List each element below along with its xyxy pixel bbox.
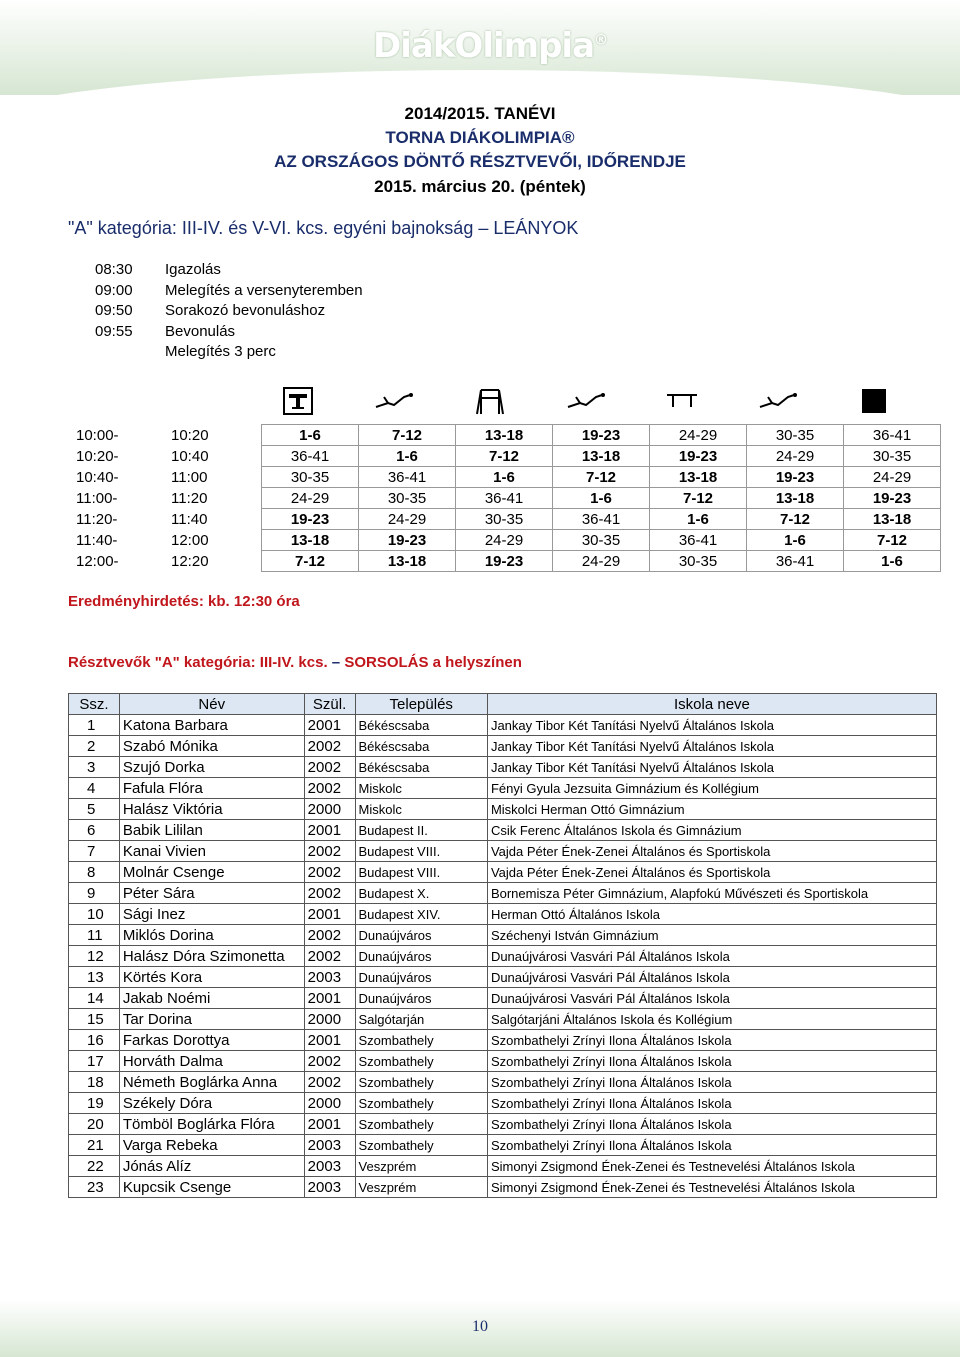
table-row [69,1114,937,1135]
participants-table [68,693,937,1198]
rotation-group-cell: 7-12 [359,425,456,446]
participant-number: 21 [69,1135,120,1156]
participant-town: Szombathely [355,1114,487,1135]
schedule-time: 09:50 [95,302,133,319]
rotation-group-cell: 13-18 [844,509,941,530]
header-line-2: TORNA DIÁKOLIMPIA® [385,128,575,147]
participant-name: Katona Barbara [119,715,304,736]
schedule-item [95,282,363,299]
participant-birth-year: 2001 [304,1114,355,1135]
table-row [69,883,937,904]
participant-number: 15 [69,1009,120,1030]
rotation-group-cell: 7-12 [844,530,941,551]
participant-name: Tömböl Boglárka Flóra [119,1114,304,1135]
table-row [69,1093,937,1114]
table-row [69,778,937,799]
rotation-group-cell: 13-18 [747,488,844,509]
table-row [69,967,937,988]
participant-school: Szombathelyi Zrínyi Ilona Általános Iskola [487,1135,936,1156]
participants-header-row [69,694,937,715]
rotation-group-cell: 36-41 [844,425,941,446]
rotation-start: 10:20- [76,447,119,465]
participant-birth-year: 2002 [304,946,355,967]
participant-number: 17 [69,1051,120,1072]
schedule-time: 08:30 [95,261,133,278]
participant-name: Kupcsik Csenge [119,1177,304,1198]
participant-town: Budapest XIV. [355,904,487,925]
rotation-group-cell: 1-6 [359,446,456,467]
participant-number: 3 [69,757,120,778]
participant-birth-year: 2002 [304,883,355,904]
column-header: Szül. [304,694,355,715]
participant-town: Szombathely [355,1093,487,1114]
rotation-group-cell: 7-12 [747,509,844,530]
rotation-end: 10:20 [171,426,209,444]
participant-town: Szombathely [355,1030,487,1051]
participant-town: Miskolc [355,799,487,820]
participant-birth-year: 2001 [304,988,355,1009]
header-line-4: 2015. március 20. (péntek) [374,177,586,196]
diakolimpia-logo: DiákOlimpia® [373,26,608,66]
participant-name: Németh Boglárka Anna [119,1072,304,1093]
participant-birth-year: 2000 [304,1093,355,1114]
participant-school: Salgótarjáni Általános Iskola és Kollégium [487,1009,936,1030]
participant-town: Szombathely [355,1135,487,1156]
category-title: "A" kategória: III-IV. és V-VI. kcs. egyéni bajnokság – LEÁNYOK [68,218,579,238]
table-row [69,799,937,820]
schedule-text: Melegítés 3 perc [165,343,276,360]
participant-number: 2 [69,736,120,757]
schedule-item [95,261,221,278]
participant-name: Tar Dorina [119,1009,304,1030]
rotation-end: 11:20 [171,489,208,507]
participant-school: Bornemisza Péter Gimnázium, Alapfokú Művészeti és Sportiskola [487,883,936,904]
vault-table-icon [250,385,346,417]
schedule-item [95,302,325,319]
rotation-group-cell: 19-23 [747,467,844,488]
rotation-group-cell: 19-23 [844,488,941,509]
participant-number: 10 [69,904,120,925]
participant-birth-year: 2002 [304,736,355,757]
participant-school: Simonyi Zsigmond Ének-Zenei és Testnevelési Általános Iskola [487,1156,936,1177]
participant-birth-year: 2002 [304,841,355,862]
participant-school: Vajda Péter Ének-Zenei Általános és Sportiskola [487,862,936,883]
participant-school: Dunaújvárosi Vasvári Pál Általános Iskola [487,988,936,1009]
participant-town: Veszprém [355,1156,487,1177]
rotation-group-cell: 13-18 [359,551,456,572]
participant-town: Dunaújváros [355,946,487,967]
participant-number: 5 [69,799,120,820]
participant-number: 8 [69,862,120,883]
participant-name: Péter Sára [119,883,304,904]
rotation-row [68,467,941,488]
floor-gymnast-icon [346,385,442,417]
table-row [69,1135,937,1156]
participant-name: Szabó Mónika [119,736,304,757]
rotation-group-cell: 30-35 [650,551,747,572]
rotation-start: 10:00- [76,426,119,444]
participant-school: Jankay Tibor Két Tanítási Nyelvű Általános Iskola [487,757,936,778]
participant-birth-year: 2003 [304,1135,355,1156]
participant-school: Fényi Gyula Jezsuita Gimnázium és Kollégium [487,778,936,799]
schedule-item [95,323,235,340]
rotation-group-cell: 30-35 [553,530,650,551]
participant-birth-year: 2002 [304,862,355,883]
table-row [69,841,937,862]
participant-number: 11 [69,925,120,946]
participant-birth-year: 2003 [304,1177,355,1198]
participant-birth-year: 2002 [304,925,355,946]
table-row [69,1009,937,1030]
rotation-group-cell: 24-29 [456,530,553,551]
participant-town: Dunaújváros [355,988,487,1009]
rotation-group-cell: 1-6 [262,425,359,446]
rotation-group-cell: 24-29 [650,425,747,446]
rotation-start: 11:40- [76,531,118,549]
participant-town: Békéscsaba [355,736,487,757]
participant-name: Farkas Dorottya [119,1030,304,1051]
participant-name: Miklós Dorina [119,925,304,946]
results-announcement: Eredményhirdetés: kb. 12:30 óra [68,593,300,610]
participant-name: Jakab Noémi [119,988,304,1009]
rotation-group-cell: 19-23 [359,530,456,551]
table-row [69,736,937,757]
participant-town: Salgótarján [355,1009,487,1030]
table-row [69,757,937,778]
participant-number: 23 [69,1177,120,1198]
participant-number: 12 [69,946,120,967]
participant-name: Halász Dóra Szimonetta [119,946,304,967]
rotation-group-cell: 24-29 [262,488,359,509]
participant-school: Simonyi Zsigmond Ének-Zenei és Testnevelési Általános Iskola [487,1177,936,1198]
rotation-group-cell: 13-18 [650,467,747,488]
column-header: Ssz. [69,694,120,715]
participant-number: 1 [69,715,120,736]
participant-name: Jónás Alíz [119,1156,304,1177]
participant-birth-year: 2001 [304,820,355,841]
participant-name: Babik Lililan [119,820,304,841]
participant-number: 4 [69,778,120,799]
participant-birth-year: 2002 [304,778,355,799]
table-row [69,820,937,841]
rotation-group-cell: 19-23 [456,551,553,572]
rotation-row [68,488,941,509]
rotation-group-cell: 13-18 [553,446,650,467]
participant-number: 18 [69,1072,120,1093]
participant-number: 6 [69,820,120,841]
apparatus-icons [250,385,890,417]
participant-number: 20 [69,1114,120,1135]
participant-number: 14 [69,988,120,1009]
rotation-group-cell: 30-35 [359,488,456,509]
table-row [69,988,937,1009]
rotation-row [68,425,941,446]
participant-town: Budapest II. [355,820,487,841]
rotation-end: 12:00 [171,531,209,549]
table-row [69,862,937,883]
rotation-row [68,446,941,467]
participant-town: Dunaújváros [355,967,487,988]
rotation-start: 12:00- [76,552,119,570]
participant-birth-year: 2000 [304,799,355,820]
black-square-icon [826,385,922,417]
schedule-text: Bevonulás [165,322,236,340]
participant-birth-year: 2002 [304,1072,355,1093]
participant-number: 16 [69,1030,120,1051]
participant-town: Szombathely [355,1051,487,1072]
column-header: Iskola neve [487,694,936,715]
rotation-group-cell: 19-23 [262,509,359,530]
participant-school: Szombathelyi Zrínyi Ilona Általános Iskola [487,1051,936,1072]
rotation-group-cell: 19-23 [650,446,747,467]
rotation-end: 12:20 [171,552,209,570]
rotation-end: 11:00 [171,468,208,486]
rotation-row [68,509,941,530]
rotation-group-cell: 24-29 [553,551,650,572]
rotation-table [68,424,941,572]
participant-town: Békéscsaba [355,715,487,736]
floor-gymnast-icon [730,385,826,417]
rotation-group-cell: 19-23 [553,425,650,446]
rotation-group-cell: 30-35 [844,446,941,467]
schedule-time: 09:00 [95,281,133,299]
participant-name: Fafula Flóra [119,778,304,799]
rotation-group-cell: 36-41 [359,467,456,488]
participant-school: Herman Ottó Általános Iskola [487,904,936,925]
schedule-text: Sorakozó bevonuláshoz [165,302,326,319]
participant-name: Sági Inez [119,904,304,925]
table-row [69,1051,937,1072]
balance-beam-icon [634,385,730,417]
rotation-row [68,551,941,572]
participant-school: Jankay Tibor Két Tanítási Nyelvű Általános Iskola [487,715,936,736]
table-row [69,715,937,736]
participant-name: Székely Dóra [119,1093,304,1114]
participant-school: Jankay Tibor Két Tanítási Nyelvű Általános Iskola [487,736,936,757]
participant-birth-year: 2002 [304,757,355,778]
participant-school: Szombathelyi Zrínyi Ilona Általános Iskola [487,1030,936,1051]
participant-number: 22 [69,1156,120,1177]
participant-birth-year: 2001 [304,1030,355,1051]
rotation-end: 11:40 [171,510,208,528]
participant-school: Csik Ferenc Általános Iskola és Gimnázium [487,820,936,841]
participant-number: 13 [69,967,120,988]
participant-number: 9 [69,883,120,904]
participants-title: Résztvevők "A" kategória: III-IV. kcs. – SORSOLÁS a helyszínen [68,654,522,671]
participant-town: Budapest X. [355,883,487,904]
schedule-item [95,343,276,360]
participant-school: Szombathelyi Zrínyi Ilona Általános Iskola [487,1114,936,1135]
rotation-start: 11:20- [76,510,118,528]
schedule-time: 09:55 [95,322,133,340]
participant-school: Szombathelyi Zrínyi Ilona Általános Iskola [487,1093,936,1114]
floor-gymnast-icon [538,385,634,417]
table-row [69,946,937,967]
rotation-group-cell: 7-12 [456,446,553,467]
participant-name: Körtés Kora [119,967,304,988]
rotation-group-cell: 36-41 [747,551,844,572]
participant-school: Dunaújvárosi Vasvári Pál Általános Iskola [487,946,936,967]
participant-school: Dunaújvárosi Vasvári Pál Általános Iskola [487,967,936,988]
table-row [69,1177,937,1198]
participant-town: Békéscsaba [355,757,487,778]
participant-town: Szombathely [355,1072,487,1093]
rotation-group-cell: 13-18 [262,530,359,551]
rotation-group-cell: 7-12 [262,551,359,572]
rotation-group-cell: 1-6 [553,488,650,509]
table-row [69,904,937,925]
participant-town: Miskolc [355,778,487,799]
participant-birth-year: 2003 [304,1156,355,1177]
rotation-group-cell: 7-12 [553,467,650,488]
table-row [69,925,937,946]
participant-birth-year: 2002 [304,1051,355,1072]
rotation-group-cell: 1-6 [456,467,553,488]
rotation-group-cell: 1-6 [844,551,941,572]
column-header: Név [119,694,304,715]
participant-birth-year: 2001 [304,715,355,736]
rotation-group-cell: 24-29 [747,446,844,467]
rotation-group-cell: 7-12 [650,488,747,509]
rotation-group-cell: 24-29 [844,467,941,488]
participant-number: 19 [69,1093,120,1114]
participant-school: Széchenyi István Gimnázium [487,925,936,946]
rotation-group-cell: 30-35 [456,509,553,530]
schedule-text: Igazolás [165,261,221,278]
rotation-group-cell: 36-41 [262,446,359,467]
rotation-group-cell: 36-41 [650,530,747,551]
participant-number: 7 [69,841,120,862]
rotation-group-cell: 30-35 [262,467,359,488]
participant-name: Molnár Csenge [119,862,304,883]
participant-town: Budapest VIII. [355,862,487,883]
participant-school: Szombathelyi Zrínyi Ilona Általános Iskola [487,1072,936,1093]
participant-town: Budapest VIII. [355,841,487,862]
participant-town: Dunaújváros [355,925,487,946]
rotation-row [68,530,941,551]
column-header: Település [355,694,487,715]
rotation-group-cell: 24-29 [359,509,456,530]
participant-name: Horváth Dalma [119,1051,304,1072]
participant-town: Veszprém [355,1177,487,1198]
table-row [69,1072,937,1093]
participant-name: Szujó Dorka [119,757,304,778]
participant-birth-year: 2001 [304,904,355,925]
table-row [69,1156,937,1177]
rotation-start: 10:40- [76,468,119,486]
rotation-group-cell: 30-35 [747,425,844,446]
table-row [69,1030,937,1051]
rotation-end: 10:40 [171,447,209,465]
rotation-start: 11:00- [76,489,118,507]
rotation-group-cell: 13-18 [456,425,553,446]
page-number: 10 [472,1318,488,1335]
participant-birth-year: 2003 [304,967,355,988]
uneven-bars-icon [442,385,538,417]
rotation-group-cell: 36-41 [456,488,553,509]
header-line-3: AZ ORSZÁGOS DÖNTŐ RÉSZTVEVŐI, IDŐRENDJE [274,152,686,171]
header-line-1: 2014/2015. TANÉVI [404,104,556,123]
schedule-text: Melegítés a versenyteremben [165,281,363,299]
participant-name: Varga Rebeka [119,1135,304,1156]
participant-school: Miskolci Herman Ottó Gimnázium [487,799,936,820]
participant-school: Vajda Péter Ének-Zenei Általános és Sportiskola [487,841,936,862]
participant-name: Kanai Vivien [119,841,304,862]
rotation-group-cell: 1-6 [747,530,844,551]
participant-birth-year: 2000 [304,1009,355,1030]
participant-name: Halász Viktória [119,799,304,820]
rotation-group-cell: 36-41 [553,509,650,530]
rotation-group-cell: 1-6 [650,509,747,530]
